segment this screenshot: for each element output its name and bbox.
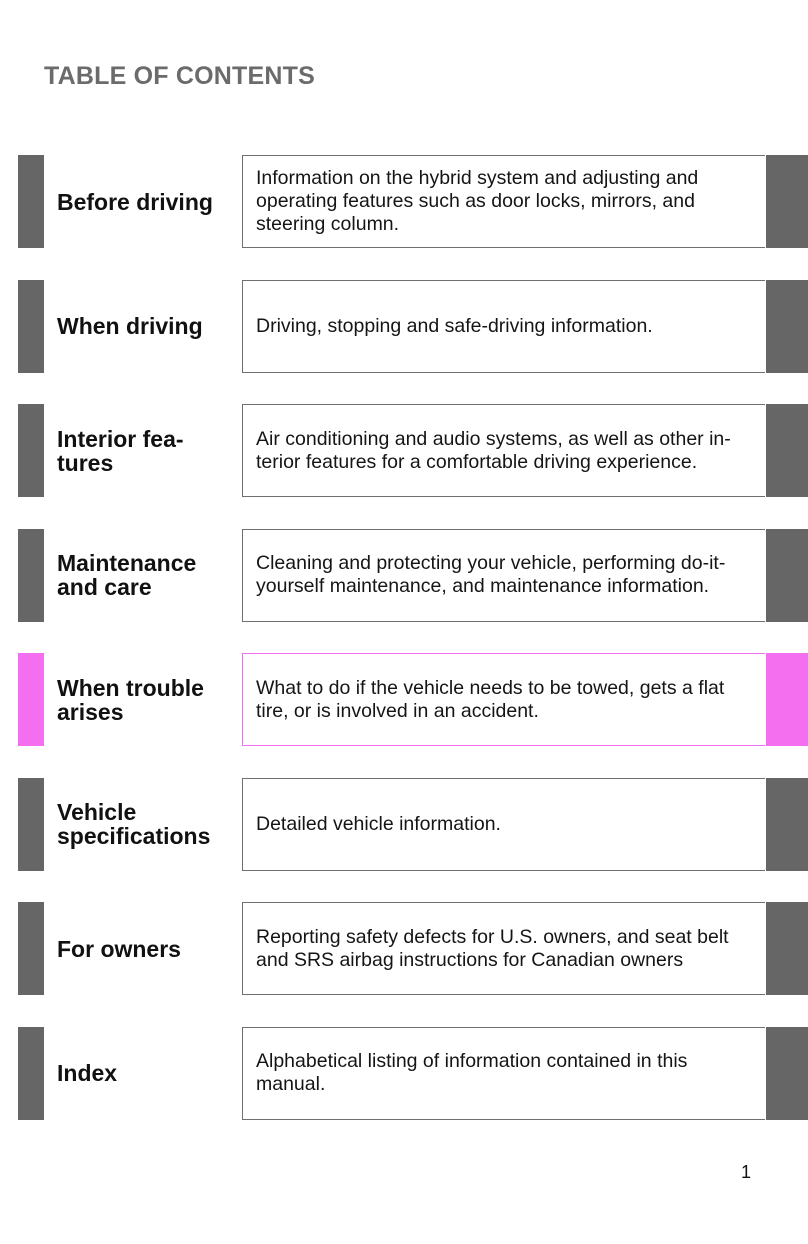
toc-row-for-owners[interactable] (0, 902, 808, 995)
section-title[interactable]: For owners (57, 935, 181, 962)
section-number: 3 (45, 435, 55, 454)
toc-row-vehicle-specifications[interactable] (0, 778, 808, 871)
toc-row-when-driving[interactable] (0, 280, 808, 373)
section-description-box (242, 155, 765, 248)
section-tab (18, 1027, 44, 1120)
section-title[interactable]: Index (57, 1060, 118, 1086)
section-tab (18, 404, 55, 497)
section-title[interactable]: Before driving (57, 188, 213, 215)
section-number: 4 (45, 559, 55, 579)
section-number: 6 (45, 808, 55, 828)
toc-row-interior-features[interactable] (0, 404, 808, 497)
section-number: 1 (45, 186, 55, 205)
section-description: Alphabetical listing of information contained in this manual. (256, 1050, 688, 1095)
toc-row-when-trouble-arises[interactable] (0, 653, 808, 746)
edge-tab (766, 1027, 808, 1120)
edge-tab (766, 404, 808, 497)
page-title: TABLE OF CONTENTS (44, 62, 315, 90)
edge-tab (766, 653, 808, 746)
table-of-contents (0, 155, 808, 1151)
section-description-box (242, 404, 765, 497)
edge-tab (766, 902, 808, 995)
section-description-box (242, 1027, 765, 1120)
section-description: What to do if the vehicle needs to be towed, gets a flat tire, or is involved in an accident. (256, 676, 725, 722)
section-description-box (242, 902, 765, 995)
section-description-box (242, 778, 765, 871)
section-tab (18, 155, 55, 248)
section-description: Air conditioning and audio systems, as well as other in- terior features for a comfortable driving experience. (256, 427, 731, 473)
section-title[interactable]: Vehicle specifications (57, 799, 211, 849)
edge-tab (766, 155, 808, 248)
section-title[interactable]: Maintenance and care (57, 550, 197, 600)
section-description: Driving, stopping and safe-driving information. (256, 314, 653, 337)
section-description: Detailed vehicle information. (256, 812, 501, 835)
edge-tab (766, 529, 808, 622)
section-description: Cleaning and protecting your vehicle, performing do-it- yourself maintenance, and maintenance information. (256, 552, 726, 597)
section-description: Information on the hybrid system and adjusting and operating features such as door locks, mirrors, and steering column. (256, 167, 699, 235)
edge-tab (766, 280, 808, 373)
edge-tab (766, 778, 808, 871)
section-title[interactable]: When driving (57, 313, 203, 339)
section-description-box (242, 529, 765, 622)
section-tab (18, 778, 55, 871)
section-description: Reporting safety defects for U.S. owners, and seat belt and SRS airbag instructions for Canadian owners (256, 925, 729, 971)
section-title[interactable]: Interior fea- tures (57, 425, 184, 476)
section-number: 5 (45, 684, 55, 703)
section-tab (18, 902, 55, 995)
section-description-box (242, 653, 765, 746)
section-tab (18, 653, 55, 746)
section-number: 7 (45, 933, 55, 952)
toc-row-maintenance-and-care[interactable] (0, 529, 808, 622)
section-tab (18, 529, 55, 622)
section-title[interactable]: When trouble arises (57, 674, 204, 725)
section-description-box (242, 280, 765, 373)
page-number: 1 (741, 1162, 752, 1182)
section-tab (18, 280, 55, 373)
toc-row-before-driving[interactable] (0, 155, 808, 248)
section-number: 2 (45, 310, 55, 330)
toc-row-index[interactable] (0, 1027, 808, 1120)
